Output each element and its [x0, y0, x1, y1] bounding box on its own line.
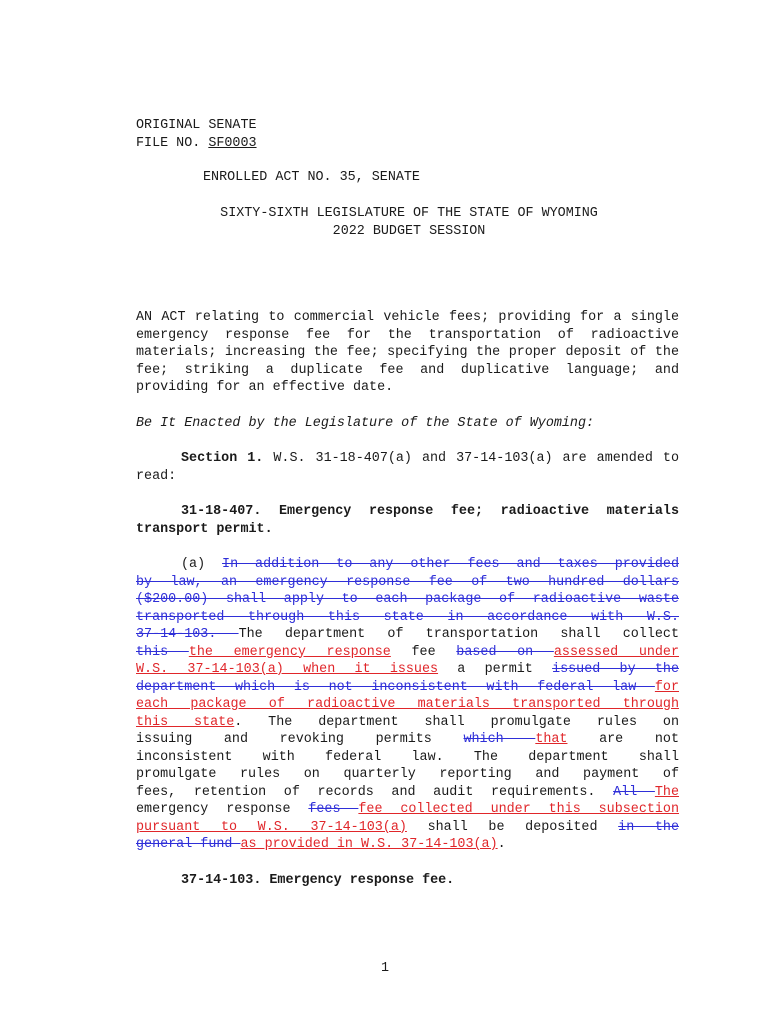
inserted-text: The: [654, 784, 679, 800]
body-text: fee: [390, 644, 457, 660]
deleted-text: which: [463, 732, 536, 747]
deleted-text: general fund: [136, 837, 241, 852]
file-number-line: [136, 135, 257, 153]
subsection-line: [136, 626, 679, 644]
body-text: .: [497, 837, 506, 852]
page-number: 1: [380, 961, 390, 976]
deleted-text: In addition to any other fees and taxes provided: [222, 557, 679, 572]
subsection-line: [136, 556, 679, 574]
subsection-line: [136, 609, 679, 627]
body-text: The department of transportation shall collect: [238, 627, 679, 642]
subsection-line: [136, 696, 679, 714]
inserted-text: each package of radioactive materials transported through: [136, 697, 679, 712]
inserted-text: pursuant to W.S. 37-14-103(a): [136, 819, 407, 835]
deleted-text: ($200.00) shall apply to each package of radioactive waste: [136, 592, 679, 607]
subsection-line: [136, 731, 679, 749]
enrolled-act-line: ENROLLED ACT NO. 35, SENATE: [203, 170, 420, 185]
deleted-text: 37-14-103.: [136, 627, 239, 642]
inserted-text: for: [654, 679, 679, 695]
subsection-line: [136, 819, 679, 837]
deleted-text: in the: [618, 819, 679, 835]
subsection-line: [136, 679, 679, 697]
legislature-line: SIXTY-SIXTH LEGISLATURE OF THE STATE OF WYOMING: [220, 206, 598, 221]
statute-heading: 31-18-407. Emergency response fee; radioactive materials transport permit.: [136, 504, 679, 537]
file-number: SF0003: [208, 135, 257, 151]
section-1-text: W.S. 31-18-407(a) and 37-14-103(a) are amended to read:: [136, 451, 680, 484]
body-text: a permit: [438, 662, 553, 677]
next-statute-heading: 37-14-103. Emergency response fee.: [181, 873, 455, 888]
inserted-text: fee collected under this subsection: [358, 802, 679, 817]
body-text: fees, retention of records and audit requirements.: [136, 784, 614, 800]
body-text: . The department shall promulgate rules on: [234, 714, 679, 730]
deleted-text: department which is not inconsistent with federal law: [136, 679, 655, 695]
body-text: (a): [181, 557, 223, 572]
subsection-line: [136, 766, 679, 784]
body-text: are not: [567, 732, 679, 747]
subsection-line: [136, 644, 679, 662]
inserted-text: W.S. 37-14-103(a) when it issues: [136, 662, 439, 677]
inserted-text: as provided in W.S. 37-14-103(a): [240, 837, 498, 852]
body-text: issuing and revoking permits: [136, 732, 464, 747]
enacting-clause: Be It Enacted by the Legislature of the State of Wyoming:: [136, 416, 595, 431]
subsection-line: [136, 749, 679, 767]
body-text: shall be deposited: [406, 819, 619, 835]
section-1-paragraph: [136, 450, 679, 485]
deleted-text: by law, an emergency response fee of two hundred dollars: [136, 574, 679, 590]
deleted-text: transported through this state in accordance with W.S.: [136, 609, 679, 625]
body-text: emergency response: [136, 802, 309, 817]
section-1-label: Section 1.: [181, 451, 264, 466]
file-number-label: FILE NO.: [136, 135, 209, 151]
inserted-text: assessed under: [553, 644, 679, 660]
subsection-line: [136, 661, 679, 679]
original-senate-label: ORIGINAL SENATE: [136, 118, 257, 133]
subsection-line: [136, 836, 679, 854]
subsection-line: [136, 574, 679, 592]
session-line: 2022 BUDGET SESSION: [332, 223, 486, 239]
deleted-text: this: [136, 644, 189, 660]
subsection-line: [136, 714, 679, 732]
act-title-paragraph: AN ACT relating to commercial vehicle fees; providing for a single emergency response fee for the transportation of radioactive materials; increasing the fee; specifying the proper deposit of the fee; striking a duplicate fee and duplicative language; and providing for an effective date.: [136, 310, 679, 395]
body-text: promulgate rules on quarterly reporting and payment of: [136, 767, 679, 782]
subsection-line: [136, 784, 679, 802]
deleted-text: issued by the: [552, 662, 679, 677]
subsection-line: [136, 801, 679, 819]
inserted-text: that: [535, 732, 568, 747]
subsection-a: [136, 556, 679, 854]
deleted-text: based on: [456, 644, 554, 660]
deleted-text: fees: [308, 802, 359, 817]
inserted-text: the emergency response: [188, 644, 391, 660]
inserted-text: this state: [136, 714, 235, 730]
deleted-text: All: [613, 784, 655, 800]
body-text: inconsistent with federal law. The department shall: [136, 749, 679, 765]
subsection-line: [136, 591, 679, 609]
